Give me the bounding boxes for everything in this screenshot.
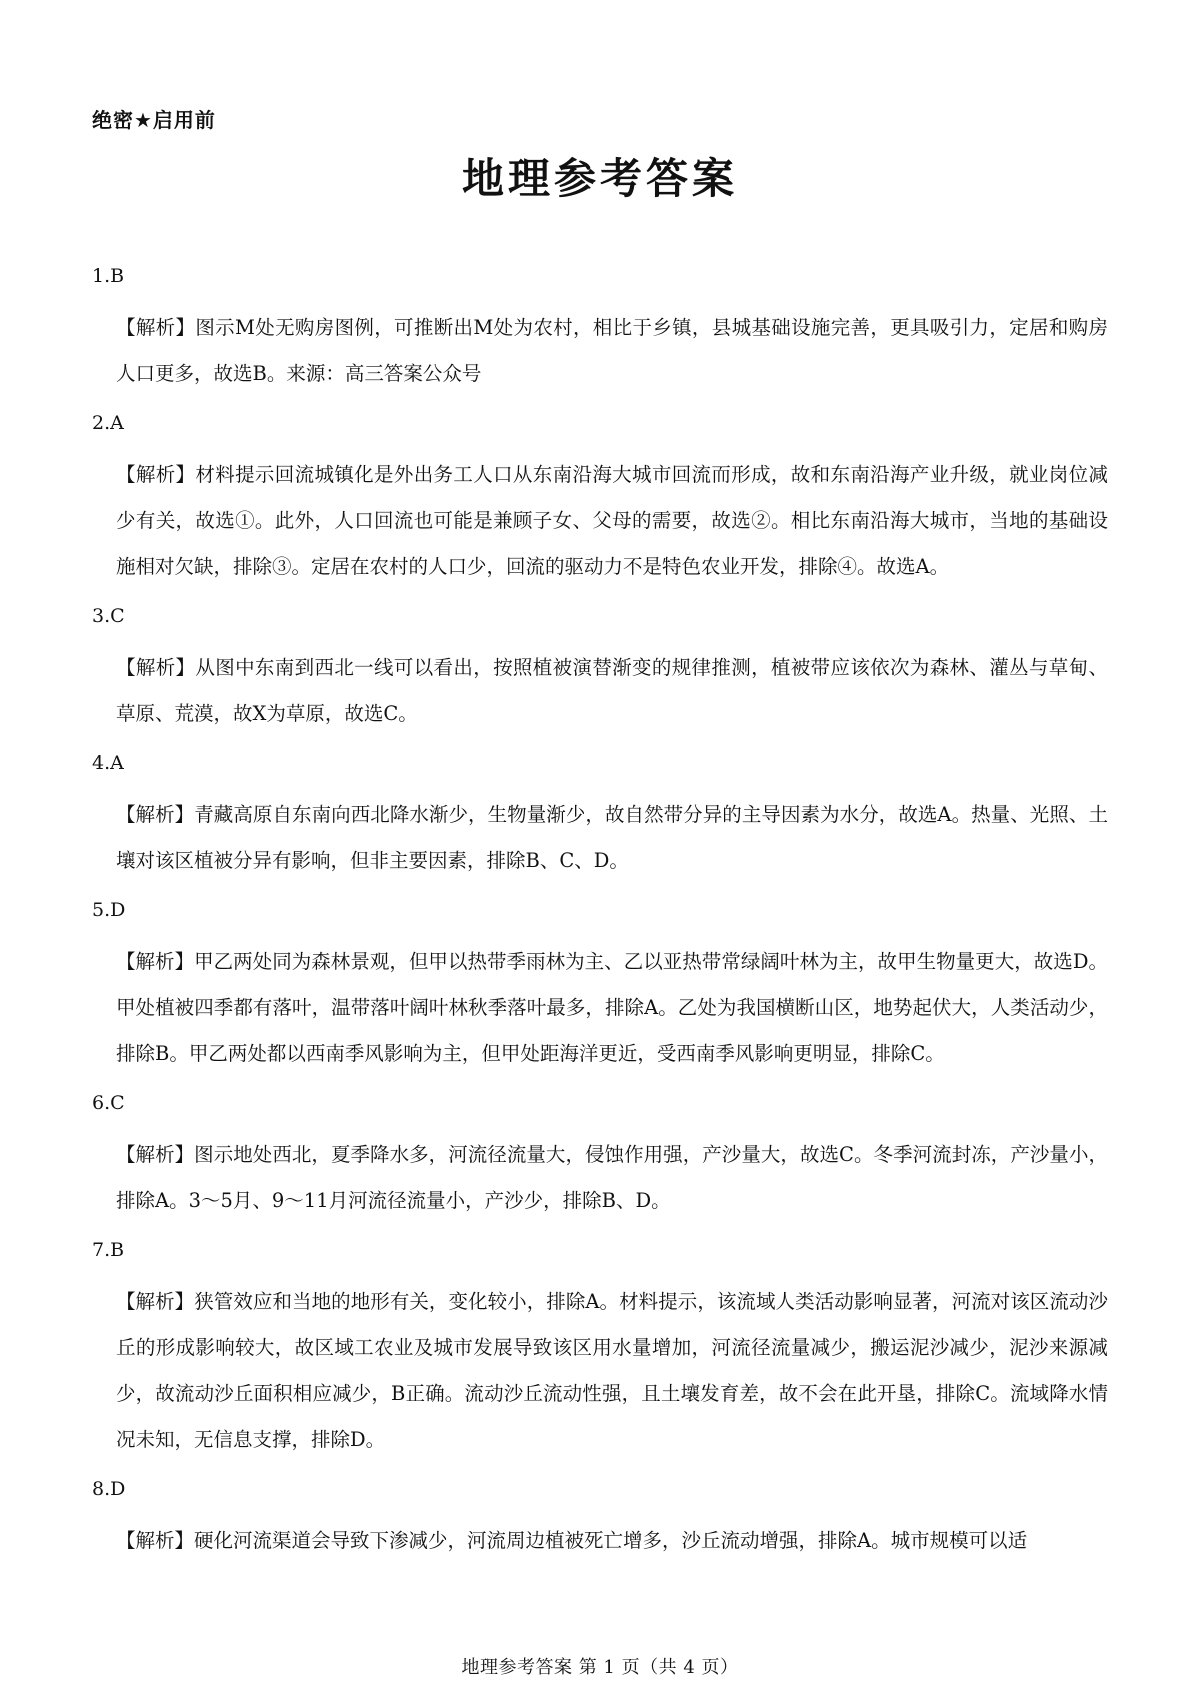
page-title: 地理参考答案 bbox=[461, 154, 738, 203]
answer-number: 8.D bbox=[92, 1478, 126, 1500]
analysis-paragraph bbox=[116, 1279, 1108, 1463]
answer-list bbox=[92, 262, 1108, 1576]
page-footer: 地理参考答案 第 1 页（共 4 页） bbox=[461, 1657, 739, 1678]
analysis-paragraph bbox=[116, 939, 1108, 1077]
analysis-label: 【解析】 bbox=[116, 1143, 195, 1166]
analysis-text: 狭管效应和当地的地形有关，变化较小，排除A。材料提示，该流域人类活动影响显著，河流对该区流动沙丘的形成影响较大，故区域工农业及城市发展导致该区用水量增加，河流径流量减少，搬运泥沙减少，泥沙来源减少，故流动沙丘面积相应减少，B正确。流动沙丘流动性强，且土壤发育差，故不会在此开垦，排除C。流域降水情况未知，无信息支撑，排除D。 bbox=[116, 1290, 1108, 1451]
analysis-text: 图示地处西北，夏季降水多，河流径流量大，侵蚀作用强，产沙量大，故选C。冬季河流封冻，产沙量小，排除A。3～5月、9～11月河流径流量小，产沙少，排除B、D。 bbox=[116, 1143, 1108, 1212]
analysis-text: 图示M处无购房图例，可推断出M处为农村，相比于乡镇，县城基础设施完善，更具吸引力，定居和购房人口更多，故选B。来源：高三答案公众号 bbox=[116, 316, 1108, 385]
analysis-paragraph bbox=[116, 1132, 1108, 1224]
analysis-text: 青藏高原自东南向西北降水渐少，生物量渐少，故自然带分异的主导因素为水分，故选A。热量、光照、土壤对该区植被分异有影响，但非主要因素，排除B、C、D。 bbox=[116, 803, 1108, 872]
answer-number: 2.A bbox=[92, 412, 124, 434]
analysis-label: 【解析】 bbox=[116, 803, 195, 826]
answer-number: 4.A bbox=[92, 752, 124, 774]
analysis-paragraph bbox=[116, 452, 1108, 590]
answer-number: 7.B bbox=[92, 1239, 125, 1261]
analysis-label: 【解析】 bbox=[116, 316, 196, 339]
analysis-text: 硬化河流渠道会导致下渗减少，河流周边植被死亡增多，沙丘流动增强，排除A。城市规模可以适 bbox=[194, 1529, 1028, 1552]
analysis-paragraph bbox=[116, 645, 1108, 737]
analysis-label: 【解析】 bbox=[116, 1290, 195, 1313]
confidential-label: 绝密★启用前 bbox=[92, 108, 216, 132]
answer-number: 5.D bbox=[92, 899, 126, 921]
analysis-text: 材料提示回流城镇化是外出务工人口从东南沿海大城市回流而形成，故和东南沿海产业升级，就业岗位减少有关，故选①。此外，人口回流也可能是兼顾子女、父母的需要，故选②。相比东南沿海大城市，当地的基础设施相对欠缺，排除③。定居在农村的人口少，回流的驱动力不是特色农业开发，排除④。故选A。 bbox=[116, 463, 1108, 578]
analysis-paragraph bbox=[116, 1518, 1108, 1564]
analysis-text: 从图中东南到西北一线可以看出，按照植被演替渐变的规律推测，植被带应该依次为森林、灌丛与草甸、草原、荒漠，故X为草原，故选C。 bbox=[116, 656, 1108, 725]
analysis-text: 甲乙两处同为森林景观，但甲以热带季雨林为主、乙以亚热带常绿阔叶林为主，故甲生物量更大，故选D。甲处植被四季都有落叶，温带落叶阔叶林秋季落叶最多，排除A。乙处为我国横断山区，地势起伏大，人类活动少，排除B。甲乙两处都以西南季风影响为主，但甲处距海洋更近，受西南季风影响更明显，排除C。 bbox=[116, 950, 1108, 1065]
analysis-paragraph bbox=[116, 792, 1108, 884]
analysis-label: 【解析】 bbox=[116, 463, 196, 486]
analysis-label: 【解析】 bbox=[116, 656, 196, 679]
answer-number: 3.C bbox=[92, 605, 125, 627]
answer-number: 1.B bbox=[92, 265, 125, 287]
analysis-label: 【解析】 bbox=[116, 1529, 195, 1552]
analysis-label: 【解析】 bbox=[116, 950, 195, 973]
answer-number: 6.C bbox=[92, 1092, 125, 1114]
analysis-paragraph bbox=[116, 305, 1108, 397]
